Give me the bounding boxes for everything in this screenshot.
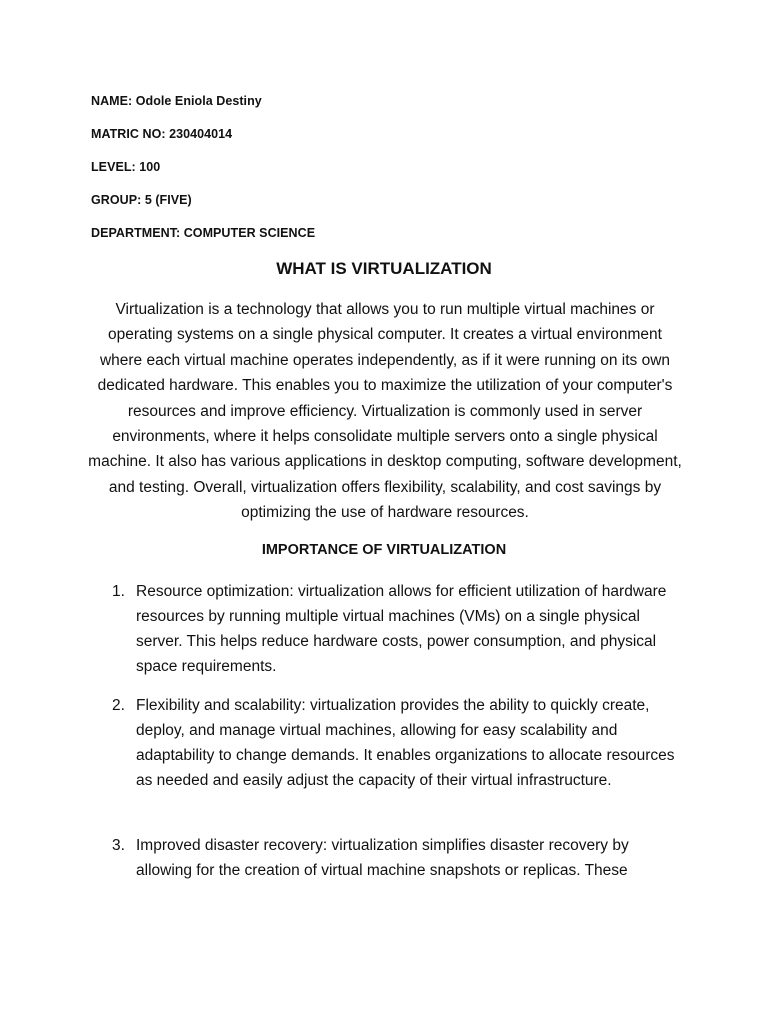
- level: LEVEL: 100: [91, 160, 161, 174]
- list-item-text: Flexibility and scalability: virtualization provides the ability to quickly create, deploy, and manage virtual machines, allowing for easy scalability and adaptability to change demands. It enables organizations to allocate resources as needed and easily adjust the capacity of their virtual infrastructure.: [136, 697, 675, 789]
- intro-paragraph: Virtualization is a technology that allows you to run multiple virtual machines or operating systems on a single physical computer. It creates a virtual environment where each virtual machine operates independently, as if it were running on its own dedicated hardware. This enables you to maximize the utilization of your computer's resources and improve efficiency. Virtualization is commonly used in server environments, where it helps consolidate multiple servers onto a single physical machine. It also has various applications in desktop computing, software development, and testing. Overall, virtualization offers flexibility, scalability, and cost savings by optimizing the use of hardware resources.: [88, 301, 682, 522]
- student-name: NAME: Odole Eniola Destiny: [91, 94, 262, 108]
- page-title: WHAT IS VIRTUALIZATION: [276, 259, 492, 278]
- list-item-number: 3.: [112, 837, 125, 854]
- list-item-number: 1.: [112, 583, 125, 600]
- list-item-text: Resource optimization: virtualization allows for efficient utilization of hardware resources by running multiple virtual machines (VMs) on a single physical server. This helps reduce hardware costs, power consumption, and physical space requirements.: [136, 583, 667, 675]
- department: DEPARTMENT: COMPUTER SCIENCE: [91, 226, 316, 240]
- list-item-number: 2.: [112, 697, 125, 714]
- matric-number: MATRIC NO: 230404014: [91, 127, 233, 141]
- group: GROUP: 5 (FIVE): [91, 193, 192, 207]
- list-item-text: Improved disaster recovery: virtualization simplifies disaster recovery by allowing for the creation of virtual machine snapshots or replicas. These: [136, 837, 629, 879]
- section-heading: IMPORTANCE OF VIRTUALIZATION: [261, 542, 507, 558]
